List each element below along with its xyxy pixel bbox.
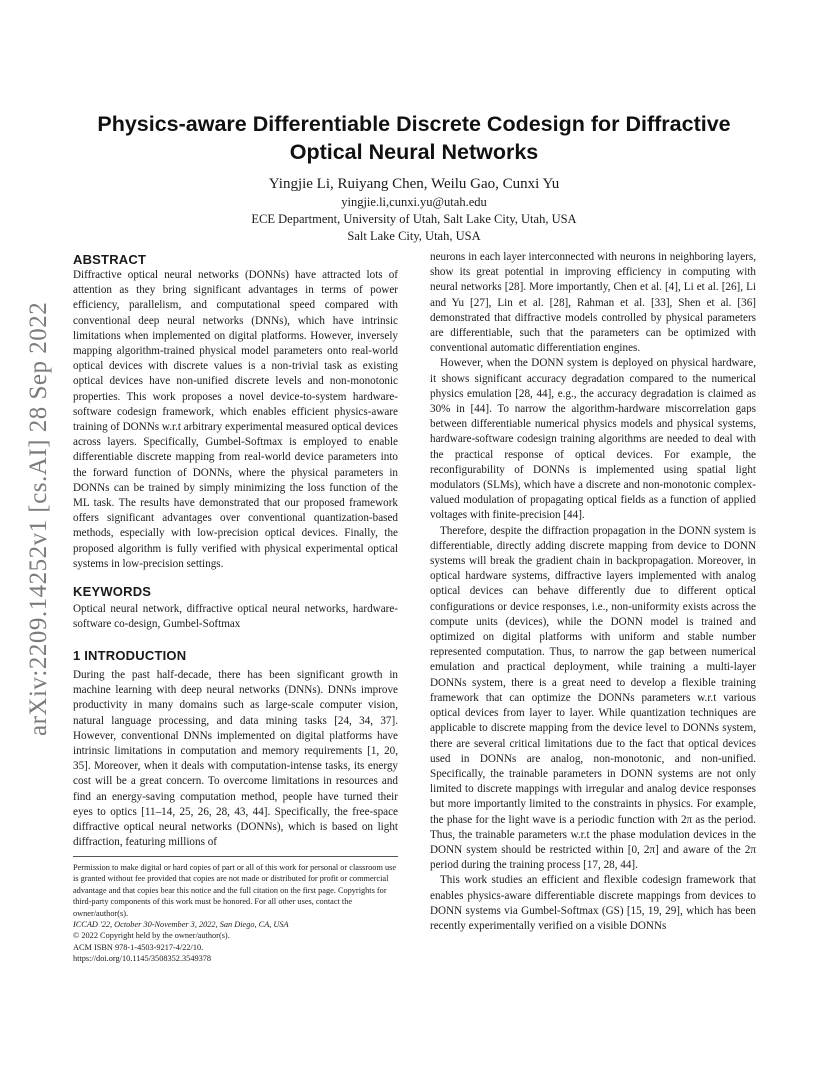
right-paragraph-1: neurons in each layer interconnected with neurons in neighboring layers, show its great potential in improving efficiency in computing with neural networks [28]. More importantly, Chen et al. [4], Li et al. [26], Li and Yu [27], Lin et al. [28], Rahman et al. [33], Shen et al. [36] demonstrated that diffractive models controlled by physical parameters are differentiable, such that the parameters can be optimized with conventional automatic differentiation engines. [430, 251, 756, 355]
right-column [430, 250, 756, 934]
footnote-permission: Permission to make digital or hard copies of part or all of this work for personal or classroom use is granted without fee provided that copies are not made or distributed for profit or commercial advantage and that copies bear this notice and the full citation on the first page. Copyrights for third-party components of this work must be honored. For all other uses, contact the owner/author(s). [73, 863, 397, 918]
footnote-conference: ICCAD '22, October 30-November 3, 2022, San Diego, CA, USA [73, 920, 289, 930]
keywords-text [73, 602, 398, 632]
keywords-heading: KEYWORDS [73, 584, 152, 599]
author-department: ECE Department, University of Utah, Salt Lake City, Utah, USA [251, 212, 577, 226]
footnote-doi: https://doi.org/10.1145/3508352.3549378 [73, 954, 212, 964]
intro-paragraph-1: During the past half-decade, there has been significant growth in machine learning with deep neural networks (DNNs). DNNs improve productivity in many domains such as large-scale computer vision, natural language processing, and data mining tasks [24, 34, 37]. However, conventional DNNs implemented on digital platforms have intrinsic limitations in computation and memory requirements [1, 20, 35]. Moreover, when it deals with computation-intense tasks, its energy cost will be a great concern. To overcome limitations in resources and find an energy-saving computation method, people have turned their eyes to optics [11–14, 25, 26, 28, 43, 44]. Specifically, the free-space diffractive optical neural networks (DONNs), which is based on light diffraction, featuring millions of [73, 669, 398, 849]
keywords-paragraph: Optical neural network, diffractive optical neural networks, hardware-software co-design, Gumbel-Softmax [73, 603, 398, 631]
author-list: Yingjie Li, Ruiyang Chen, Weilu Gao, Cunxi Yu [268, 176, 560, 192]
abstract-paragraph: Diffractive optical neural networks (DONNs) have attracted lots of attention as they bring significant advantages in terms of power efficiency, parallelism, and computational speed compared with conventional deep neural networks (DNNs), which have intrinsic limitations when implemented on digital platforms. However, inversely mapping algorithm-trained physical model parameters onto real-world optical devices with discrete values is a non-trivial task as existing optical devices have non-unified discrete levels and non-monotonic properties. This work proposes a novel device-to-system hardware-software codesign framework, which enables efficient physics-aware training of DONNs w.r.t arbitrary experimental measured optical devices across layers. Specifically, Gumbel-Softmax is employed to enable differentiable discrete mapping from real-world device parameters into the forward function of DONNs, where the physical parameters in DONNs can be trained by simply minimizing the loss function of the ML task. The results have demonstrated that our proposed framework offers significant advantages over conventional quantization-based methods, especially with low-precision optical devices. Finally, the proposed algorithm is fully verified with physical experimental optical systems in low-precision settings. [73, 269, 398, 570]
paper-title [60, 110, 768, 166]
author-location: Salt Lake City, Utah, USA [347, 229, 481, 243]
title-line-2: Optical Neural Networks [289, 140, 539, 164]
footnote-divider [73, 856, 398, 857]
right-paragraph-4: This work studies an efficient and flexible codesign framework that enables physics-aware differentiable discrete mappings from devices to DONN systems via Gumbel-Softmax (GS) [15, 19, 29], which has been recently experimentally verified on a visible DONNs [430, 874, 756, 932]
author-email: yingjie.li,cunxi.yu@utah.edu [341, 195, 487, 209]
right-paragraph-3: Therefore, despite the diffraction propagation in the DONN system is differentiable, directly adding discrete mapping from device to DONN systems will break the gradient chain in backpropagation. Moreover, in optical hardware systems, diffractive layers implemented with analog optical devices can behave differently due to different optical configurations or device responses, i.e., non-uniformity exists across the compute units (devices), while the DONN model is trained and optimized on digital platforms with uniform and stable number represented computation. Thus, to narrow the gap between numerical emulation and practical deployment, while training a multi-layer DONNs system, there is a great need to develop a flexible training framework that can optimize the DONNs parameters w.r.t various optical devices from layer to layer. While quantization techniques are applicable to discrete mapping from the device level to DONNs system, there are several critical limitations due to the fact that optical devices used in DONNs are analog, non-monotonic, and non-unified. Specifically, the trainable parameters in DONN systems are not only limited to discrete mappings with irregular and analog device responses but more importantly limited to the constraints in physics. For example, the phase for the light wave is a periodic function with 2π as the period. Thus, the trainable parameters w.r.t the phase modulation devices in the DONN system should be restricted within [0, 2π] and aware of the 2π period during the training process [17, 28, 44]. [430, 524, 756, 872]
title-line-1: Physics-aware Differentiable Discrete Codesign for Diffractive [97, 112, 731, 136]
right-paragraph-2: However, when the DONN system is deployed on physical hardware, it shows significant accuracy degradation compared to the numerical physics emulation [28, 44], e.g., the accuracy degradation is claimed as 30% in [44]. To narrow the algorithm-hardware miscorrelation gaps between differentiable numerical physics models and physical systems, hardware-software codesign training algorithms are needed to deal with the practical response of optical devices. For example, the reconfigurability of DONNs is implemented using spatial light modulators (SLMs), which have a discrete and non-monotonic complex-valued modulation of propagating optical fields as a function of applied voltages with finite-precision [44]. [430, 357, 756, 522]
abstract-heading: ABSTRACT [73, 252, 147, 267]
introduction-text [73, 668, 398, 850]
footnote-block [73, 862, 403, 965]
abstract-text [73, 268, 398, 572]
arxiv-side-stamp: arXiv:2209.14252v1 [cs.AI] 28 Sep 2022 [25, 301, 52, 736]
introduction-heading: 1 INTRODUCTION [73, 648, 187, 663]
footnote-copyright: © 2022 Copyright held by the owner/author(s). [73, 931, 230, 941]
footnote-isbn: ACM ISBN 978-1-4503-9217-4/22/10. [73, 942, 204, 952]
